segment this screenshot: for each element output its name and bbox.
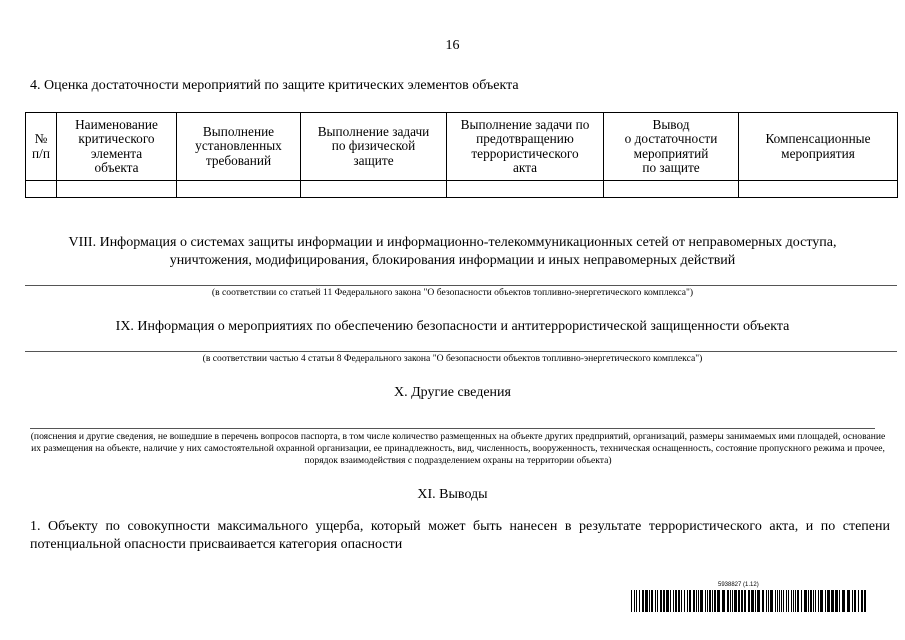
- fill-in-line: [30, 428, 875, 429]
- table-cell: [301, 181, 447, 198]
- critical-elements-assessment-table: [25, 112, 898, 198]
- column-header-compensatory-measures: Компенсационные мероприятия: [739, 113, 898, 181]
- barcode-image: [631, 590, 866, 612]
- conclusion-paragraph: 1. Объекту по совокупности максимального ущерба, который может быть нанесен в результате террористического акта, и по степени потенциальной опасности присваивается категория опасности: [30, 519, 890, 552]
- table-cell: [604, 181, 739, 198]
- page-number: 16: [445, 38, 460, 53]
- section-10-heading: X. Другие сведения: [394, 385, 511, 400]
- section-9-heading: IX. Информация о мероприятиях по обеспечению безопасности и антитеррористической защищенности объекта: [115, 319, 790, 334]
- section-4-heading: 4. Оценка достаточности мероприятий по защите критических элементов объекта: [30, 78, 519, 93]
- section-9-note: (в соответствии частью 4 статьи 8 Федерального закона "О безопасности объектов топливно-энергетического комплекса"): [202, 353, 703, 364]
- section-10-note: (пояснения и другие сведения, не вошедшие в перечень вопросов паспорта, в том числе количество размещенных на объекте других предприятий, организаций, размеры занимаемых ими площадей, основание их размещения на объекте, наличие у них самостоятельной охранной организации, ее принадлежность, вид, численность, вооруженность, техническая оснащенность, состояние пропускного режима и прочее, порядок взаимодействия с подразделением охраны на территории объекта): [30, 431, 886, 466]
- barcode-label: 5938827 (1.12): [718, 582, 759, 588]
- fill-in-line: [25, 351, 897, 352]
- section-8-heading: VIII. Информация о системах защиты информации и информационно-телекоммуникационных сетей от неправомерных доступа, уничтожения, модифицирования, блокирования информации и иных неправомерных действий: [68, 235, 837, 268]
- table-cell: [177, 181, 301, 198]
- table-row: [26, 181, 898, 198]
- table-cell: [57, 181, 177, 198]
- column-header-physical-protection: Выполнение задачи по физической защите: [301, 113, 447, 181]
- column-header-terror-prevention: Выполнение задачи по предотвращению террористического акта: [447, 113, 604, 181]
- table-header-row: [26, 113, 898, 181]
- section-11-heading: XI. Выводы: [417, 487, 488, 502]
- column-header-element-name: Наименование критического элемента объекта: [57, 113, 177, 181]
- table-cell: [26, 181, 57, 198]
- column-header-sufficiency-conclusion: Вывод о достаточности мероприятий по защите: [604, 113, 739, 181]
- fill-in-line: [25, 285, 897, 286]
- section-8-note: (в соответствии со статьей 11 Федерального закона "О безопасности объектов топливно-энергетического комплекса"): [211, 287, 694, 298]
- table-cell: [447, 181, 604, 198]
- column-header-requirements: Выполнение установленных требований: [177, 113, 301, 181]
- table-cell: [739, 181, 898, 198]
- column-header-number: № п/п: [26, 113, 57, 181]
